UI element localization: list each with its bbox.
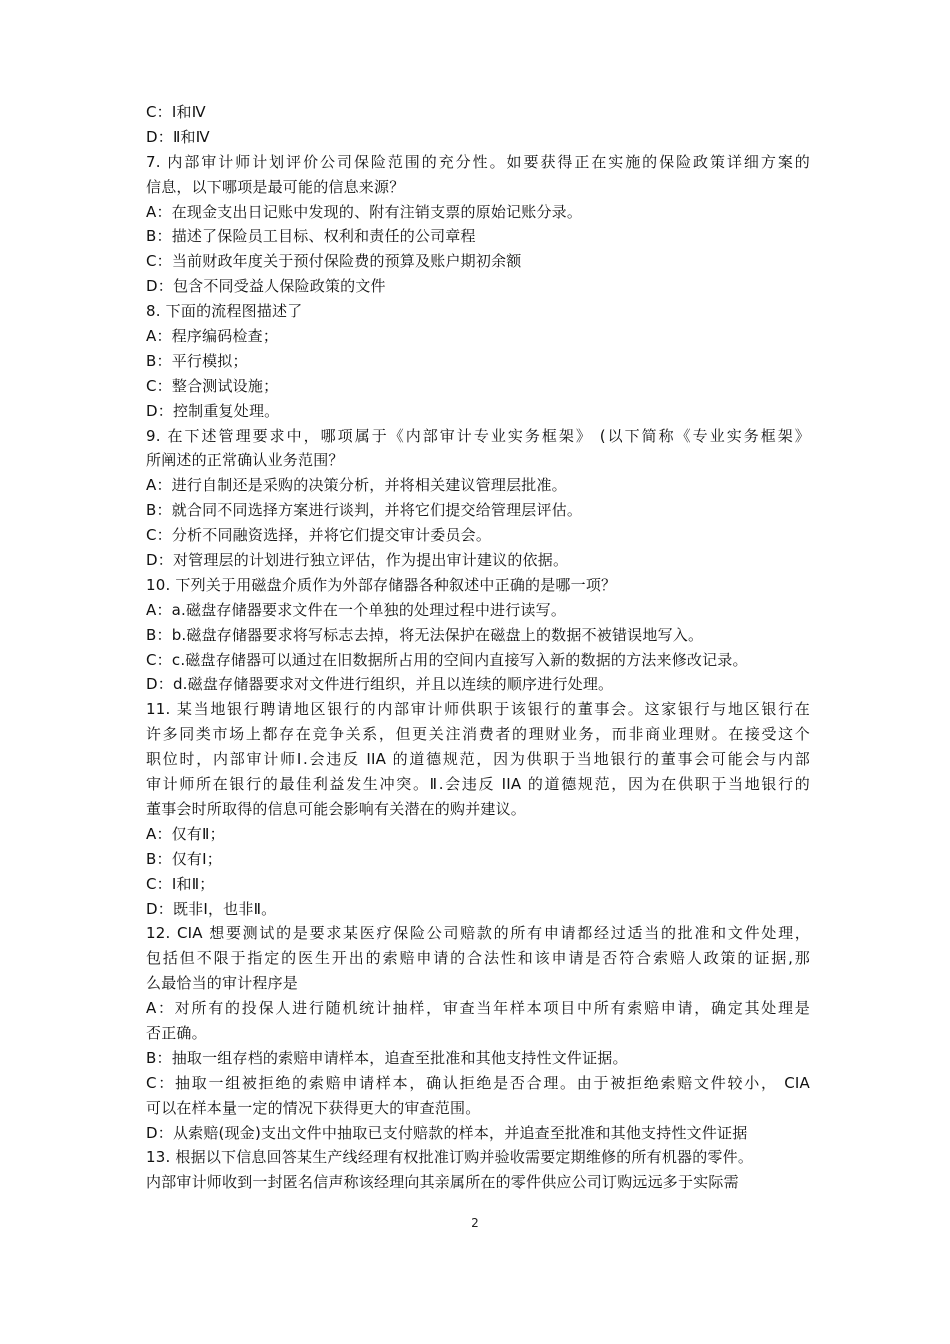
text-line: D：对管理层的计划进行独立评估，作为提出审计建议的依据。: [146, 551, 569, 570]
text-line: 8. 下面的流程图描述了: [146, 302, 303, 321]
text-line: C：抽取一组被拒绝的索赔申请样本，确认拒绝是否合理。由于被拒绝索赔文件较小， CIA: [146, 1073, 810, 1092]
text-line: 9. 在下述管理要求中，哪项属于《内部审计专业实务框架》 (以下简称《专业实务框架》: [146, 426, 810, 445]
text-line: B：描述了保险员工目标、权利和责任的公司章程: [146, 227, 476, 246]
text-line: 么最恰当的审计程序是: [146, 974, 299, 993]
text-line: C：当前财政年度关于预付保险费的预算及账户期初余额: [146, 252, 522, 271]
text-line: 审计师所在银行的最佳利益发生冲突。Ⅱ.会违反 IIA 的道德规范，因为在供职于当地银行的: [146, 775, 810, 794]
text-line: D：既非Ⅰ，也非Ⅱ。: [146, 899, 277, 918]
text-line: A：在现金支出日记账中发现的、附有注销支票的原始记账分录。: [146, 202, 583, 221]
text-line: B：仅有Ⅰ；: [146, 849, 222, 868]
document-body: [146, 100, 810, 1195]
text-line: B：b.磁盘存储器要求将写标志去掉，将无法保护在磁盘上的数据不被错误地写入。: [146, 625, 704, 644]
text-line: A：进行自制还是采购的决策分析，并将相关建议管理层批准。: [146, 476, 567, 495]
text-line: A：程序编码检查；: [146, 327, 279, 346]
text-line: 10. 下列关于用磁盘介质作为外部存储器各种叙述中正确的是哪一项？: [146, 575, 617, 594]
text-line: D：包含不同受益人保险政策的文件: [146, 277, 386, 296]
text-line: D：d.磁盘存储器要求对文件进行组织，并且以连续的顺序进行处理。: [146, 675, 614, 694]
text-line: C：Ⅰ和Ⅱ；: [146, 874, 215, 893]
text-line: A：仅有Ⅱ；: [146, 824, 225, 843]
text-line: C：c.磁盘存储器可以通过在旧数据所占用的空间内直接写入新的数据的方法来修改记录。: [146, 650, 748, 669]
text-line: 13. 根据以下信息回答某生产线经理有权批准订购并验收需要定期维修的所有机器的零件。: [146, 1148, 754, 1167]
text-line: C：分析不同融资选择，并将它们提交审计委员会。: [146, 526, 492, 545]
text-line: 所阐述的正常确认业务范围？: [146, 451, 344, 470]
text-line: 包括但不限于指定的医生开出的索赔申请的合法性和该申请是否符合索赔人政策的证据,那: [146, 949, 810, 968]
text-line: 信息，以下哪项是最可能的信息来源？: [146, 177, 405, 196]
text-line: 可以在样本量一定的情况下获得更大的审查范围。: [146, 1098, 481, 1117]
text-line: 董事会时所取得的信息可能会影响有关潜在的购并建议。: [146, 799, 527, 818]
text-line: 职位时，内部审计师Ⅰ.会违反 IIA 的道德规范，因为供职于当地银行的董事会可能会与内部: [146, 750, 810, 769]
text-line: B：抽取一组存档的索赔申请样本，追查至批准和其他支持性文件证据。: [146, 1048, 628, 1067]
text-line: 11. 某当地银行聘请地区银行的内部审计师供职于该银行的董事会。这家银行与地区银行在: [146, 700, 810, 719]
text-line: 12. CIA 想要测试的是要求某医疗保险公司赔款的所有申请都经过适当的批准和文件处理，: [146, 924, 810, 943]
page-number: 2: [471, 1216, 479, 1230]
text-line: 7. 内部审计师计划评价公司保险范围的充分性。如要获得正在实施的保险政策详细方案的: [146, 152, 810, 171]
text-line: D：控制重复处理。: [146, 401, 280, 420]
text-line: C：整合测试设施；: [146, 376, 279, 395]
text-line: 否正确。: [146, 1023, 207, 1042]
text-line: A：a.磁盘存储器要求文件在一个单独的处理过程中进行读写。: [146, 600, 567, 619]
text-line: B：就合同不同选择方案进行谈判，并将它们提交给管理层评估。: [146, 501, 583, 520]
text-line: A：对所有的投保人进行随机统计抽样，审查当年样本项目中所有索赔申请，确定其处理是: [146, 999, 810, 1018]
text-line: D：从索赔(现金)支出文件中抽取已支付赔款的样本，并追查至批准和其他支持性文件证据: [146, 1123, 748, 1142]
text-line: C：Ⅰ和Ⅳ: [146, 103, 206, 121]
text-line: 许多同类市场上都存在竞争关系，但更关注消费者的理财业务，而非商业理财。在接受这个: [146, 725, 810, 744]
text-line: D：Ⅱ和Ⅳ: [146, 127, 210, 146]
text-line: 内部审计师收到一封匿名信声称该经理向其亲属所在的零件供应公司订购远远多于实际需: [146, 1173, 739, 1192]
text-line: B：平行模拟；: [146, 351, 248, 370]
